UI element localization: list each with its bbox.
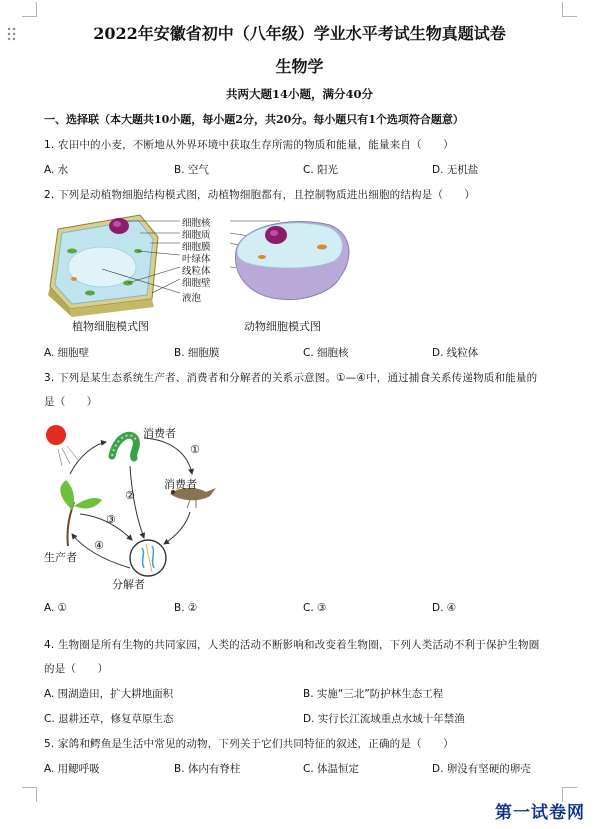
label-vacuole: 液泡	[182, 293, 202, 304]
q2-option-d[interactable]: D. 线粒体	[432, 347, 479, 359]
q2-option-a[interactable]: A. 细胞壁	[44, 347, 90, 359]
q4-option-d[interactable]: D. 实行长江流域重点水域十年禁渔	[303, 713, 465, 725]
q1-option-a[interactable]: A. 水	[44, 164, 69, 176]
label-mitochondria: 线粒体	[182, 266, 211, 277]
crop-mark-top-right	[562, 2, 577, 17]
arrow-mark-2: ②	[125, 489, 135, 502]
arrow-mark-4: ④	[94, 539, 104, 552]
q5-option-d[interactable]: D. 卵没有坚硬的卵壳	[432, 763, 531, 775]
arrow-mark-3: ③	[106, 513, 116, 526]
q4-option-c[interactable]: C. 退耕还草，修复草原生态	[44, 713, 174, 725]
q5-option-b[interactable]: B. 体内有脊柱	[174, 763, 241, 775]
q1-option-b[interactable]: B. 空气	[174, 164, 209, 176]
q3-option-c[interactable]: C. ③	[303, 602, 327, 614]
label-chloroplast: 叶绿体	[182, 254, 211, 265]
producer-label: 生产者	[44, 551, 77, 564]
q1-option-c[interactable]: C. 阳光	[303, 164, 339, 176]
q4-option-a[interactable]: A. 围湖造田，扩大耕地面积	[44, 688, 174, 700]
consumer-2-label: 消费者	[164, 478, 197, 491]
arrow-mark-1: ①	[190, 443, 200, 456]
exam-info: 共两大题14小题，满分40分	[225, 87, 373, 101]
plant-cell-caption: 植物细胞模式图	[72, 320, 149, 333]
q4-option-b[interactable]: B. 实施“三北”防护林生态工程	[303, 688, 444, 700]
q5-option-a[interactable]: A. 用鳃呼吸	[44, 763, 100, 775]
q3-option-d[interactable]: D. ④	[432, 602, 457, 614]
question-2-stem: 2. 下列是动植物细胞结构模式图，动植物细胞都有，且控制物质进出细胞的结构是（ ）	[44, 189, 476, 201]
ecosystem-figure	[40, 418, 240, 593]
crop-mark-top-left	[22, 2, 37, 17]
q2-option-c[interactable]: C. 细胞核	[303, 347, 349, 359]
question-1-stem: 1. 农田中的小麦，不断地从外界环境中获取生存所需的物质和能量，能量来自（ ）	[44, 139, 454, 151]
consumer-1-label: 消费者	[143, 427, 176, 440]
question-4-stem-line2: 的是（ ）	[44, 663, 109, 675]
section-heading: 一、选择联（本大题共10小题，每小题2分，共20分。每小题只有1个选项符合题意）	[44, 113, 464, 126]
q5-option-c[interactable]: C. 体温恒定	[303, 763, 360, 775]
question-5-stem: 5. 家鸽和鳄鱼是生活中常见的动物，下列关于它们共同特征的叙述，正确的是（ ）	[44, 738, 454, 750]
q3-option-b[interactable]: B. ②	[174, 602, 198, 614]
q2-option-b[interactable]: B. 细胞膜	[174, 347, 220, 359]
label-nucleus: 细胞核	[182, 218, 211, 229]
label-cell-membrane: 细胞膜	[182, 242, 211, 253]
question-3-stem-line2: 是（ ）	[44, 396, 98, 408]
page-title: 2022年安徽省初中（八年级）学业水平考试生物真题试卷	[93, 24, 506, 43]
decomposer-label: 分解者	[112, 578, 145, 591]
watermark-logo: 第一试卷网	[495, 803, 585, 823]
q1-option-d[interactable]: D. 无机盐	[432, 164, 479, 176]
label-cytoplasm: 细胞质	[182, 230, 211, 241]
question-4-stem-line1: 4. 生物圈是所有生物的共同家园，人类的活动不断影响和改变着生物圈，下列人类活动不利于保护生物圈	[44, 639, 540, 651]
crop-mark-bottom-left	[22, 787, 37, 802]
animal-cell-caption: 动物细胞模式图	[244, 320, 321, 333]
question-3-stem-line1: 3. 下列是某生态系统生产者、消费者和分解者的关系示意图。①—④中，通过捕食关系传递物质和能量的	[44, 372, 538, 384]
q3-option-a[interactable]: A. ①	[44, 602, 68, 614]
label-cell-wall: 细胞壁	[182, 278, 211, 289]
subject-title: 生物学	[275, 57, 324, 76]
